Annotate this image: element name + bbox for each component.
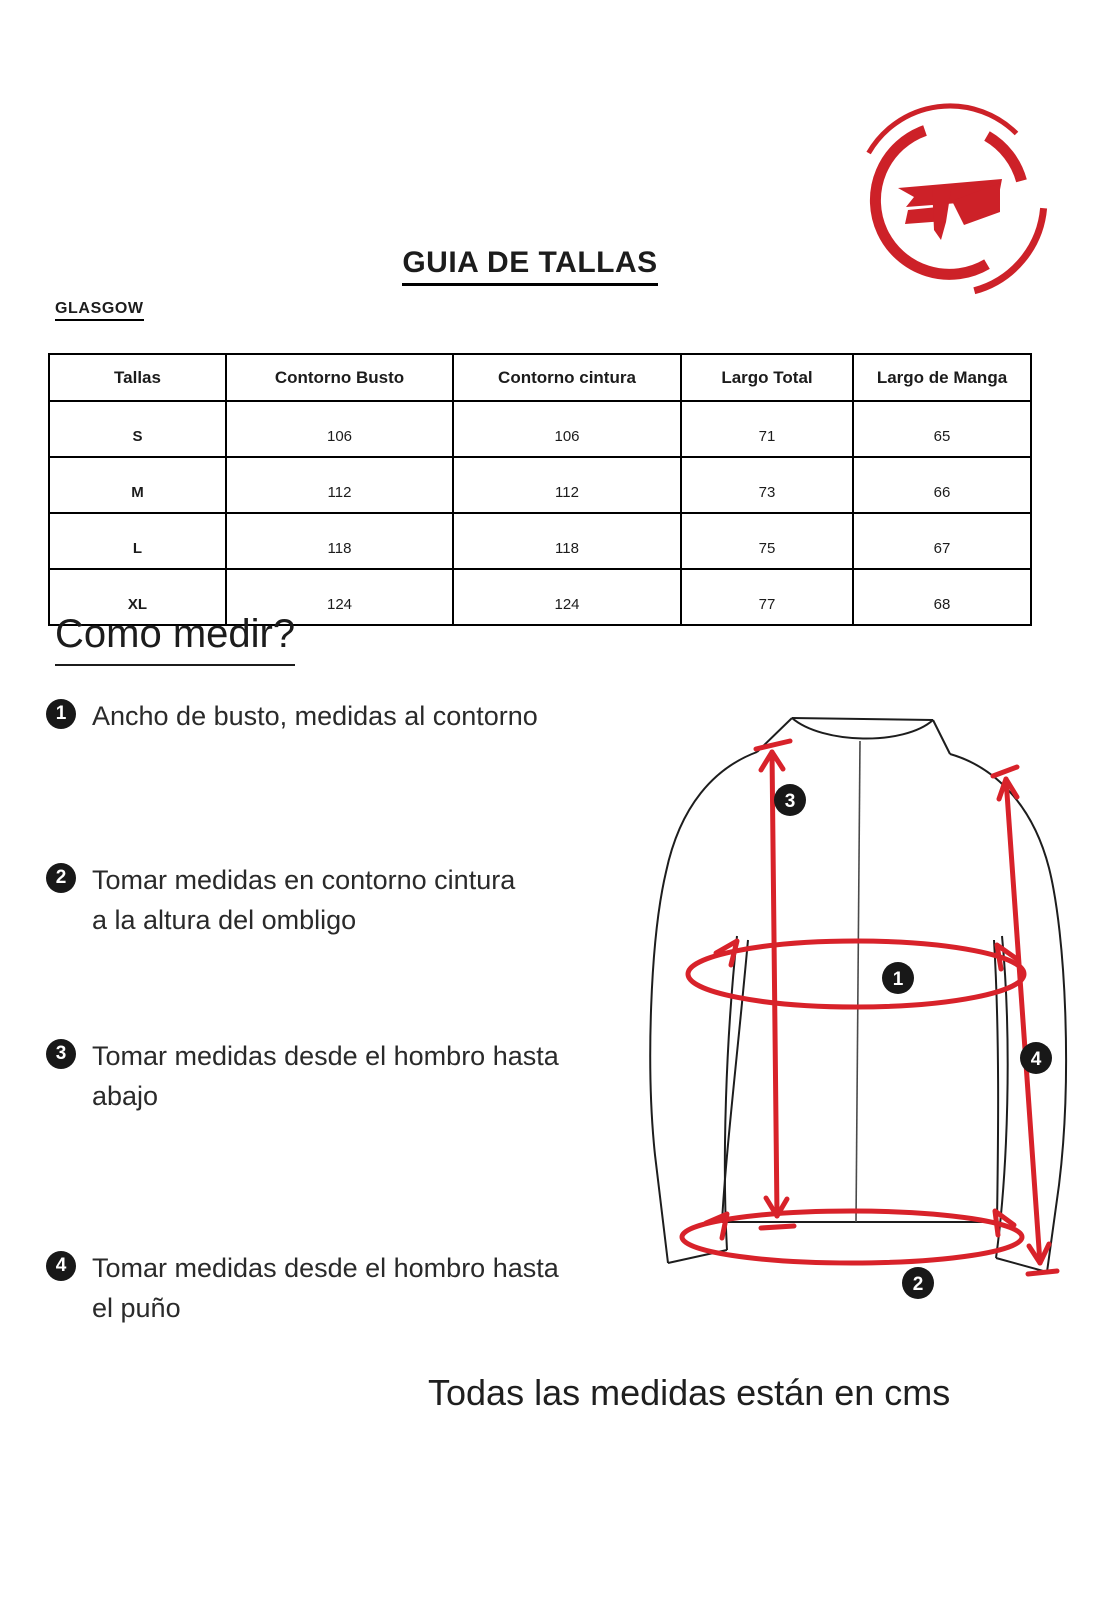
cell-value: 112 [226, 457, 453, 513]
cell-value: 106 [453, 401, 681, 457]
jacket-left-sleeve-inner [725, 936, 737, 1250]
col-header-largo-total: Largo Total [681, 354, 853, 401]
cell-value: 124 [226, 569, 453, 625]
size-label: XL [49, 569, 226, 625]
cell-value: 71 [681, 401, 853, 457]
step-3-text [92, 1036, 559, 1116]
col-header-busto: Contorno Busto [226, 354, 453, 401]
measure-step-2 [46, 860, 515, 940]
step-2-number-badge: 2 [46, 863, 76, 893]
step-2-text [92, 860, 515, 940]
step-4-line-1: Tomar medidas desde el hombro hasta [92, 1253, 559, 1283]
size-label: M [49, 457, 226, 513]
step-4-number-badge: 4 [46, 1251, 76, 1281]
cell-value: 106 [226, 401, 453, 457]
size-table-header-row [49, 354, 1031, 401]
cell-value: 118 [453, 513, 681, 569]
jacket-center-line [856, 741, 860, 1222]
cell-value: 118 [226, 513, 453, 569]
size-label: L [49, 513, 226, 569]
marker-1-label: 1 [892, 969, 904, 990]
marker-3-label: 3 [784, 791, 796, 812]
product-name [55, 300, 144, 321]
step-3-line-1: Tomar medidas desde el hombro hasta [92, 1041, 559, 1071]
jacket-measurement-diagram [610, 690, 1104, 1310]
cell-value: 124 [453, 569, 681, 625]
cell-value: 68 [853, 569, 1031, 625]
step-3-number-badge: 3 [46, 1039, 76, 1069]
measurement-marks [682, 741, 1057, 1274]
logo-p-monogram [898, 179, 1002, 240]
marker-4-label: 4 [1030, 1049, 1042, 1070]
units-note: Todas las medidas están en cms [428, 1372, 951, 1413]
size-label: S [49, 401, 226, 457]
cell-value: 73 [681, 457, 853, 513]
chest-measure-ellipse [688, 941, 1024, 1007]
measure-step-1 [46, 696, 538, 736]
step-4-line-2: el puño [92, 1293, 181, 1323]
how-to-measure-heading-text: Como medir? [55, 612, 295, 666]
step-3-line-2: abajo [92, 1081, 159, 1111]
step-2-line-2: a la altura del ombligo [92, 905, 357, 935]
cell-value: 77 [681, 569, 853, 625]
jacket-neckline [792, 718, 933, 739]
cell-value: 66 [853, 457, 1031, 513]
jacket-right-body-side [994, 940, 998, 1222]
cell-value: 75 [681, 513, 853, 569]
table-row-s [49, 401, 1031, 457]
product-name-text: GLASGOW [55, 300, 144, 321]
cell-value: 112 [453, 457, 681, 513]
measure-step-3 [46, 1036, 559, 1116]
col-header-largo-manga: Largo de Manga [853, 354, 1031, 401]
marker-2-label: 2 [912, 1274, 924, 1295]
table-row-m [49, 457, 1031, 513]
step-1-number-badge: 1 [46, 699, 76, 729]
step-1-text [92, 696, 538, 736]
page-title-text: GUIA DE TALLAS [402, 246, 657, 286]
col-header-tallas: Tallas [49, 354, 226, 401]
how-to-measure-heading [55, 612, 295, 666]
step-2-line-1: Tomar medidas en contorno cintura [92, 865, 516, 895]
logo-topright-arc [987, 136, 1022, 181]
cell-value: 65 [853, 401, 1031, 457]
measure-step-4 [46, 1248, 559, 1328]
hem-measure-ellipse [682, 1211, 1022, 1263]
page-title [0, 246, 1060, 286]
cell-value: 67 [853, 513, 1031, 569]
size-table [48, 353, 1032, 626]
table-row-l [49, 513, 1031, 569]
step-1-line-1: Ancho de busto, medidas al contorno [92, 701, 538, 731]
step-4-text [92, 1248, 559, 1328]
col-header-cintura: Contorno cintura [453, 354, 681, 401]
